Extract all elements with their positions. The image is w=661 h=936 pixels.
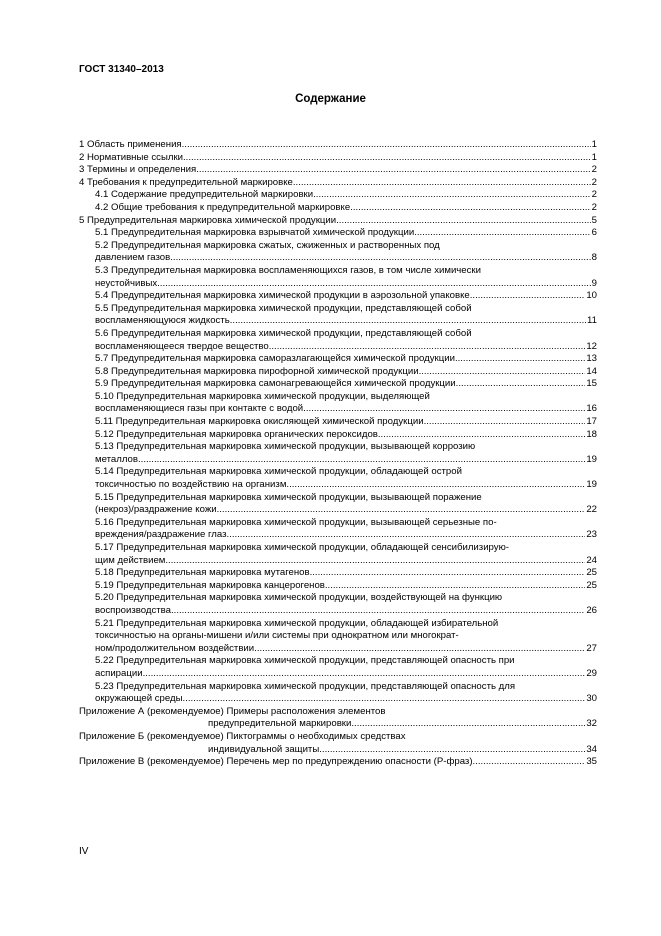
toc-leader-dots	[196, 164, 590, 177]
toc-page-number: 2	[591, 201, 597, 213]
toc-entry[interactable]	[79, 328, 597, 353]
toc-entry-title: 5.13 Предупредительная маркировка химической продукции, вызывающей коррозию	[95, 441, 476, 453]
toc-page-number: 34	[586, 743, 597, 755]
toc-entry-title: 5.22 Предупредительная маркировка химической продукции, представляющей опасность при	[95, 655, 515, 667]
toc-page-number: 2	[591, 164, 597, 176]
toc-page-number: 24	[586, 554, 597, 566]
toc-leader-dots	[351, 718, 585, 731]
toc-entry-title: 5.12 Предупредительная маркировка органических пероксидов	[95, 428, 378, 440]
toc-leader-dots	[419, 366, 586, 379]
toc-leader-dots	[313, 189, 591, 202]
toc-entry[interactable]	[79, 391, 597, 416]
toc-entry-title: 5.21 Предупредительная маркировка химической продукции, обладающей избирательной	[95, 617, 499, 629]
toc-entry-title: воспламеняющееся твердое вещество	[95, 340, 269, 352]
document-code: ГОСТ 31340–2013	[79, 64, 164, 75]
toc-entry[interactable]	[79, 139, 597, 152]
toc-entry[interactable]	[79, 378, 597, 391]
toc-leader-dots	[424, 416, 586, 429]
toc-page-number: 18	[586, 428, 597, 440]
toc-entry-title: 5.10 Предупредительная маркировка химической продукции, выделяющей	[95, 390, 430, 402]
toc-leader-dots	[171, 605, 585, 618]
toc-entry-title: 5.2 Предупредительная маркировка сжатых, сжиженных и растворенных под	[95, 239, 440, 251]
toc-page-number: 26	[586, 604, 597, 616]
toc-page-number: 11	[587, 315, 597, 327]
toc-page-number: 1	[591, 151, 597, 163]
toc-entry-title: 5.6 Предупредительная маркировка химической продукции, представляющей собой	[95, 327, 472, 339]
toc-entry-title: 4.2 Общие требования к предупредительной маркировке	[95, 201, 351, 213]
toc-entry[interactable]	[79, 215, 597, 228]
toc-leader-dots	[455, 353, 585, 366]
toc-leader-dots	[230, 315, 586, 328]
toc-page-number: 29	[586, 667, 597, 679]
toc-page-number: 30	[586, 693, 597, 705]
toc-entry[interactable]	[79, 366, 597, 379]
toc-entry[interactable]	[79, 290, 597, 303]
toc-leader-dots	[456, 378, 586, 391]
toc-entry-title: (некроз)/раздражение кожи	[95, 504, 217, 516]
toc-entry-title: неустойчивых	[95, 277, 158, 289]
toc-page-number: 16	[586, 403, 597, 415]
toc-page-number: 5	[591, 214, 597, 226]
toc-entry[interactable]	[79, 441, 597, 466]
toc-entry-title: 5.7 Предупредительная маркировка саморазлагающейся химической продукции	[95, 353, 455, 365]
toc-entry[interactable]	[79, 542, 597, 567]
toc-entry-title: 5.18 Предупредительная маркировка мутагенов	[95, 567, 310, 579]
toc-page-number: 12	[586, 340, 597, 352]
toc-leader-dots	[293, 177, 591, 190]
toc-page-number: 6	[591, 227, 597, 239]
toc-entry-title: воспламеняющуюся жидкость	[95, 315, 230, 327]
toc-entry[interactable]	[79, 202, 597, 215]
toc-entry[interactable]	[79, 731, 597, 756]
toc-entry-title: 5 Предупредительная маркировка химической продукции	[79, 214, 337, 226]
toc-page-number: 19	[586, 479, 597, 491]
toc-entry[interactable]	[79, 681, 597, 706]
toc-entry[interactable]	[79, 152, 597, 165]
toc-entry[interactable]	[79, 592, 597, 617]
toc-entry[interactable]	[79, 655, 597, 680]
toc-entry-title: давлением газов	[95, 252, 171, 264]
toc-entry-title: 5.14 Предупредительная маркировка химической продукции, обладающей острой	[95, 466, 462, 478]
toc-page-number: 27	[586, 642, 597, 654]
toc-leader-dots	[303, 403, 585, 416]
toc-page-number: 23	[586, 529, 597, 541]
toc-leader-dots	[157, 278, 591, 291]
toc-entry[interactable]	[79, 618, 597, 656]
toc-entry-title: 4 Требования к предупредительной маркировке	[79, 176, 293, 188]
toc-entry-title: 5.9 Предупредительная маркировка самонагревающейся химической продукции	[95, 378, 456, 390]
toc-entry[interactable]	[79, 303, 597, 328]
toc-page-number: 25	[586, 579, 597, 591]
toc-entry-title: 5.3 Предупредительная маркировка воспламеняющихся газов, в том числе химически	[95, 264, 481, 276]
toc-entry-title: аспирации	[95, 667, 143, 679]
toc-entry-title: Приложение А (рекомендуемое) Примеры расположения элементов	[79, 705, 386, 717]
toc-leader-dots	[336, 215, 591, 228]
toc-leader-dots	[350, 202, 590, 215]
toc-leader-dots	[319, 744, 585, 757]
toc-entry-title: воспламеняющиеся газы при контакте с водой	[95, 403, 304, 415]
toc-entry-title: 5.19 Предупредительная маркировка канцерогенов	[95, 579, 325, 591]
toc-entry[interactable]	[79, 429, 597, 442]
toc-leader-dots	[254, 643, 585, 656]
toc-entry-title: Приложение В (рекомендуемое) Перечень мер по предупреждению опасности (Р-фраз)	[79, 756, 473, 768]
toc-entry-title: 5.15 Предупредительная маркировка химической продукции, вызывающей поражение	[95, 491, 482, 503]
toc-leader-dots	[269, 341, 586, 354]
toc-page-number: 14	[586, 365, 597, 377]
toc-entry-title: окружающей среды	[95, 693, 183, 705]
toc-entry-title: 5.20 Предупредительная маркировка химической продукции, воздействующей на функцию	[95, 592, 503, 604]
toc-page-number: 17	[586, 416, 597, 428]
toc-page-number: 2	[591, 176, 597, 188]
page-title: Содержание	[295, 93, 366, 105]
toc-leader-dots	[138, 454, 585, 467]
toc-entry[interactable]	[79, 189, 597, 202]
toc-leader-dots	[310, 567, 586, 580]
toc-entry-title: предупредительной маркировки	[208, 718, 352, 730]
toc-leader-dots	[165, 555, 585, 568]
toc-entry[interactable]	[79, 240, 597, 265]
toc-entry[interactable]	[79, 353, 597, 366]
toc-entry[interactable]	[79, 756, 597, 769]
toc-entry-title: металлов	[95, 453, 138, 465]
toc-leader-dots	[183, 693, 586, 706]
toc-entry[interactable]	[79, 706, 597, 731]
toc-entry-title: щим действием	[95, 554, 166, 566]
toc-entry-title: 5.1 Предупредительная маркировка взрывчатой химической продукции	[95, 227, 415, 239]
page-number: IV	[79, 846, 89, 857]
toc-page-number: 22	[586, 504, 597, 516]
toc-entry-title: 5.4 Предупредительная маркировка химической продукции в аэрозольной упаковке	[95, 290, 470, 302]
toc-entry[interactable]	[79, 517, 597, 542]
toc-leader-dots	[226, 529, 585, 542]
toc-leader-dots	[143, 668, 586, 681]
toc-entry[interactable]	[79, 580, 597, 593]
toc-leader-dots	[473, 756, 586, 769]
toc-leader-dots	[217, 504, 586, 517]
toc-entry-title: токсичностью на органы-мишени и/или системы при однократном или многократ-	[95, 630, 459, 642]
toc-entry-title: вреждения/раздражение глаз	[95, 529, 227, 541]
toc-page-number: 1	[591, 139, 597, 150]
toc-entry[interactable]	[79, 227, 597, 240]
toc-page-number: 13	[586, 353, 597, 365]
toc-page-number: 15	[586, 378, 597, 390]
toc-entry-title: воспроизводства	[95, 604, 171, 616]
toc-leader-dots	[182, 139, 591, 152]
toc-entry-title: 2 Нормативные ссылки	[79, 151, 184, 163]
toc-entry-title: токсичностью по воздействию на организм	[95, 479, 287, 491]
toc-leader-dots	[470, 290, 586, 303]
toc-page-number: 32	[586, 718, 597, 730]
toc-leader-dots	[183, 152, 591, 165]
toc-entry-title: 5.23 Предупредительная маркировка химической продукции, представляющей опасность для	[95, 680, 516, 692]
toc-page-number: 2	[591, 189, 597, 201]
toc-page-number: 10	[586, 290, 597, 302]
toc-page-number: 9	[591, 277, 597, 289]
toc-entry[interactable]	[79, 265, 597, 290]
toc-entry-title: индивидуальной защиты	[208, 743, 320, 755]
toc-page-number: 35	[586, 756, 597, 768]
toc-entry-title: 1 Область применения	[79, 139, 182, 150]
toc-entry[interactable]	[79, 492, 597, 517]
toc-entry[interactable]	[79, 177, 597, 190]
toc-leader-dots	[170, 252, 590, 265]
toc-leader-dots	[414, 227, 590, 240]
toc-entry[interactable]	[79, 567, 597, 580]
toc-entry[interactable]	[79, 416, 597, 429]
toc-entry[interactable]	[79, 164, 597, 177]
toc-entry-title: 4.1 Содержание предупредительной маркировки	[95, 189, 314, 201]
toc-entry-title: Приложение Б (рекомендуемое) Пиктограммы о необходимых средствах	[79, 730, 406, 742]
toc-entry-title: 5.8 Предупредительная маркировка пирофорной химической продукции	[95, 365, 419, 377]
toc-entry-title: 5.16 Предупредительная маркировка химической продукции, вызывающей серьезные по-	[95, 516, 497, 528]
toc-leader-dots	[378, 429, 585, 442]
toc-entry-title: 5.11 Предупредительная маркировка окисляющей химической продукции	[95, 416, 424, 428]
table-of-contents	[79, 139, 597, 769]
toc-leader-dots	[286, 479, 585, 492]
toc-entry-title: 5.5 Предупредительная маркировка химической продукции, представляющей собой	[95, 302, 472, 314]
toc-page-number: 19	[586, 453, 597, 465]
toc-leader-dots	[325, 580, 585, 593]
toc-page-number: 25	[586, 567, 597, 579]
toc-entry-title: 5.17 Предупредительная маркировка химической продукции, обладающей сенсибилизирую-	[95, 542, 509, 553]
toc-page-number: 8	[591, 252, 597, 264]
toc-entry[interactable]	[79, 466, 597, 491]
toc-entry-title: 3 Термины и определения	[79, 164, 197, 176]
toc-entry-title: ном/продолжительном воздействии	[95, 642, 255, 654]
